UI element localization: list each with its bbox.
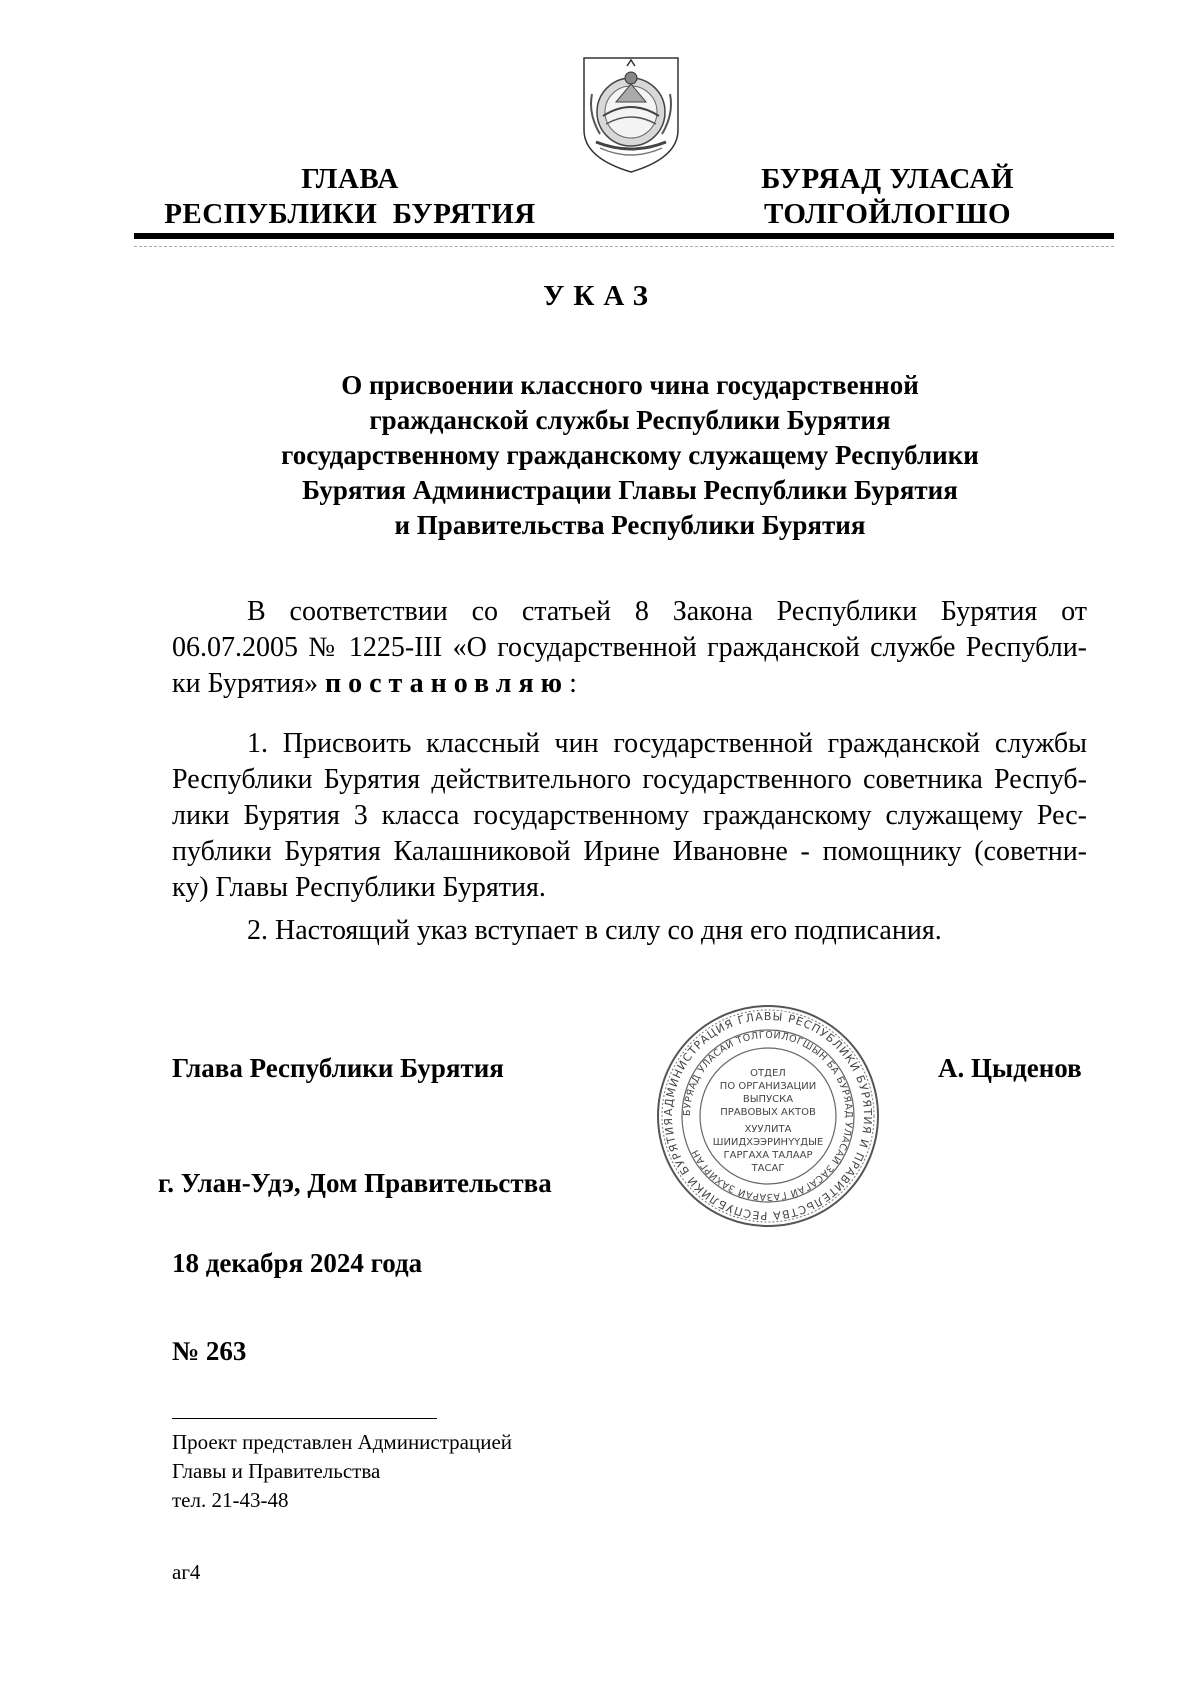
intro-line: В соответствии со статьей 8 Закона Республики Бурятия от — [247, 596, 1087, 627]
signatory-name: А. Цыденов — [938, 1053, 1082, 1083]
intro-line: 06.07.2005 № 1225-III «О государственной гражданской службе Республи- — [172, 632, 1087, 663]
item-1-line: 1. Присвоить классный чин государственной гражданской службы — [247, 728, 1087, 759]
signatory-position: Глава Республики Бурятия — [172, 1053, 504, 1083]
item-1-line: ку) Главы Республики Бурятия. — [172, 872, 546, 903]
item-1-line: публики Бурятия Калашниковой Ирине Ивановне - помощнику (советни- — [172, 836, 1087, 867]
document-number: № 263 — [172, 1336, 247, 1366]
title-line: О присвоении классного чина государственной — [341, 370, 919, 400]
header-left-line1: ГЛАВА — [301, 163, 399, 195]
item-2-paragraph — [172, 913, 1087, 949]
header-right-line1: БУРЯАД УЛАСАЙ — [761, 163, 1014, 195]
decree-verb: постановляю — [324, 668, 570, 699]
header-right — [735, 162, 1040, 232]
stamp-center-line: ПРАВОВЫХ АКТОВ — [720, 1107, 816, 1118]
header-right-line2: ТОЛГОЙЛОГШО — [763, 198, 1012, 230]
footnote-divider — [172, 1418, 437, 1419]
item-1-paragraph — [172, 726, 1087, 906]
header-left-line2: РЕСПУБЛИКИ БУРЯТИЯ — [164, 198, 536, 230]
official-stamp — [656, 1004, 880, 1228]
stamp-center-line: ГАРГАХА ТАЛААР — [723, 1150, 813, 1161]
title-line: Бурятия Администрации Главы Республики Бурятия — [302, 475, 958, 505]
title-line: гражданской службы Республики Бурятия — [369, 405, 891, 435]
footnote-line: тел. 21-43-48 — [172, 1488, 289, 1512]
title-line: государственному гражданскому служащему Республики — [281, 440, 979, 470]
stamp-center-line: ОТДЕЛ — [750, 1068, 786, 1079]
document-type: УКАЗ — [543, 280, 657, 312]
coat-of-arms-icon — [578, 54, 684, 176]
stamp-center-line: ХУУЛИТА — [744, 1124, 792, 1135]
footnote — [172, 1428, 512, 1515]
item-1-line: лики Бурятия 3 класса государственному гражданскому служащему Рес- — [172, 800, 1087, 831]
footnote-line: Проект представлен Администрацией — [172, 1430, 513, 1454]
signing-date: 18 декабря 2024 года — [172, 1248, 423, 1278]
header-divider-dotted — [134, 246, 1114, 247]
intro-text: ки Бурятия» — [172, 668, 318, 699]
item-2-line: 2. Настоящий указ вступает в силу со дня его подписания. — [247, 915, 942, 946]
header-divider — [134, 233, 1114, 239]
document-code: аг4 — [172, 1560, 201, 1584]
stamp-center-line: ШИИДХЭЭРИНҮҮДЫЕ — [712, 1137, 824, 1148]
title-line: и Правительства Республики Бурятия — [394, 510, 866, 540]
stamp-center-line: ПО ОРГАНИЗАЦИИ — [719, 1081, 817, 1092]
stamp-center-line: ВЫПУСКА — [742, 1094, 794, 1105]
item-1-line: Республики Бурятия действительного государственного советника Респуб- — [172, 764, 1087, 795]
stamp-center-line: ТАСАГ — [751, 1163, 785, 1174]
footnote-line: Главы и Правительства — [172, 1459, 381, 1483]
stamp-outer-text: АДМИНИСТРАЦИЯ ГЛАВЫ РЕСПУБЛИКИ БУРЯТИЯ И ПРАВИТЕЛЬСТВА РЕСПУБЛИКИ БУРЯТИЯ — [661, 1009, 875, 1223]
intro-paragraph — [172, 594, 1087, 702]
stamp-inner-text: БУРЯАД УЛАСАЙ ТОЛГОЙЛОГШЫН БА БУРЯАД УЛАСАЙ ЗАСАГАЙ ГАЗАРАЙ ЗАХИРГАН — [681, 1029, 855, 1203]
document-title — [200, 368, 1060, 543]
intro-line-last — [172, 666, 1087, 702]
intro-colon: : — [569, 668, 577, 699]
signing-place: г. Улан-Удэ, Дом Правительства — [158, 1168, 552, 1198]
header-left — [160, 162, 540, 232]
